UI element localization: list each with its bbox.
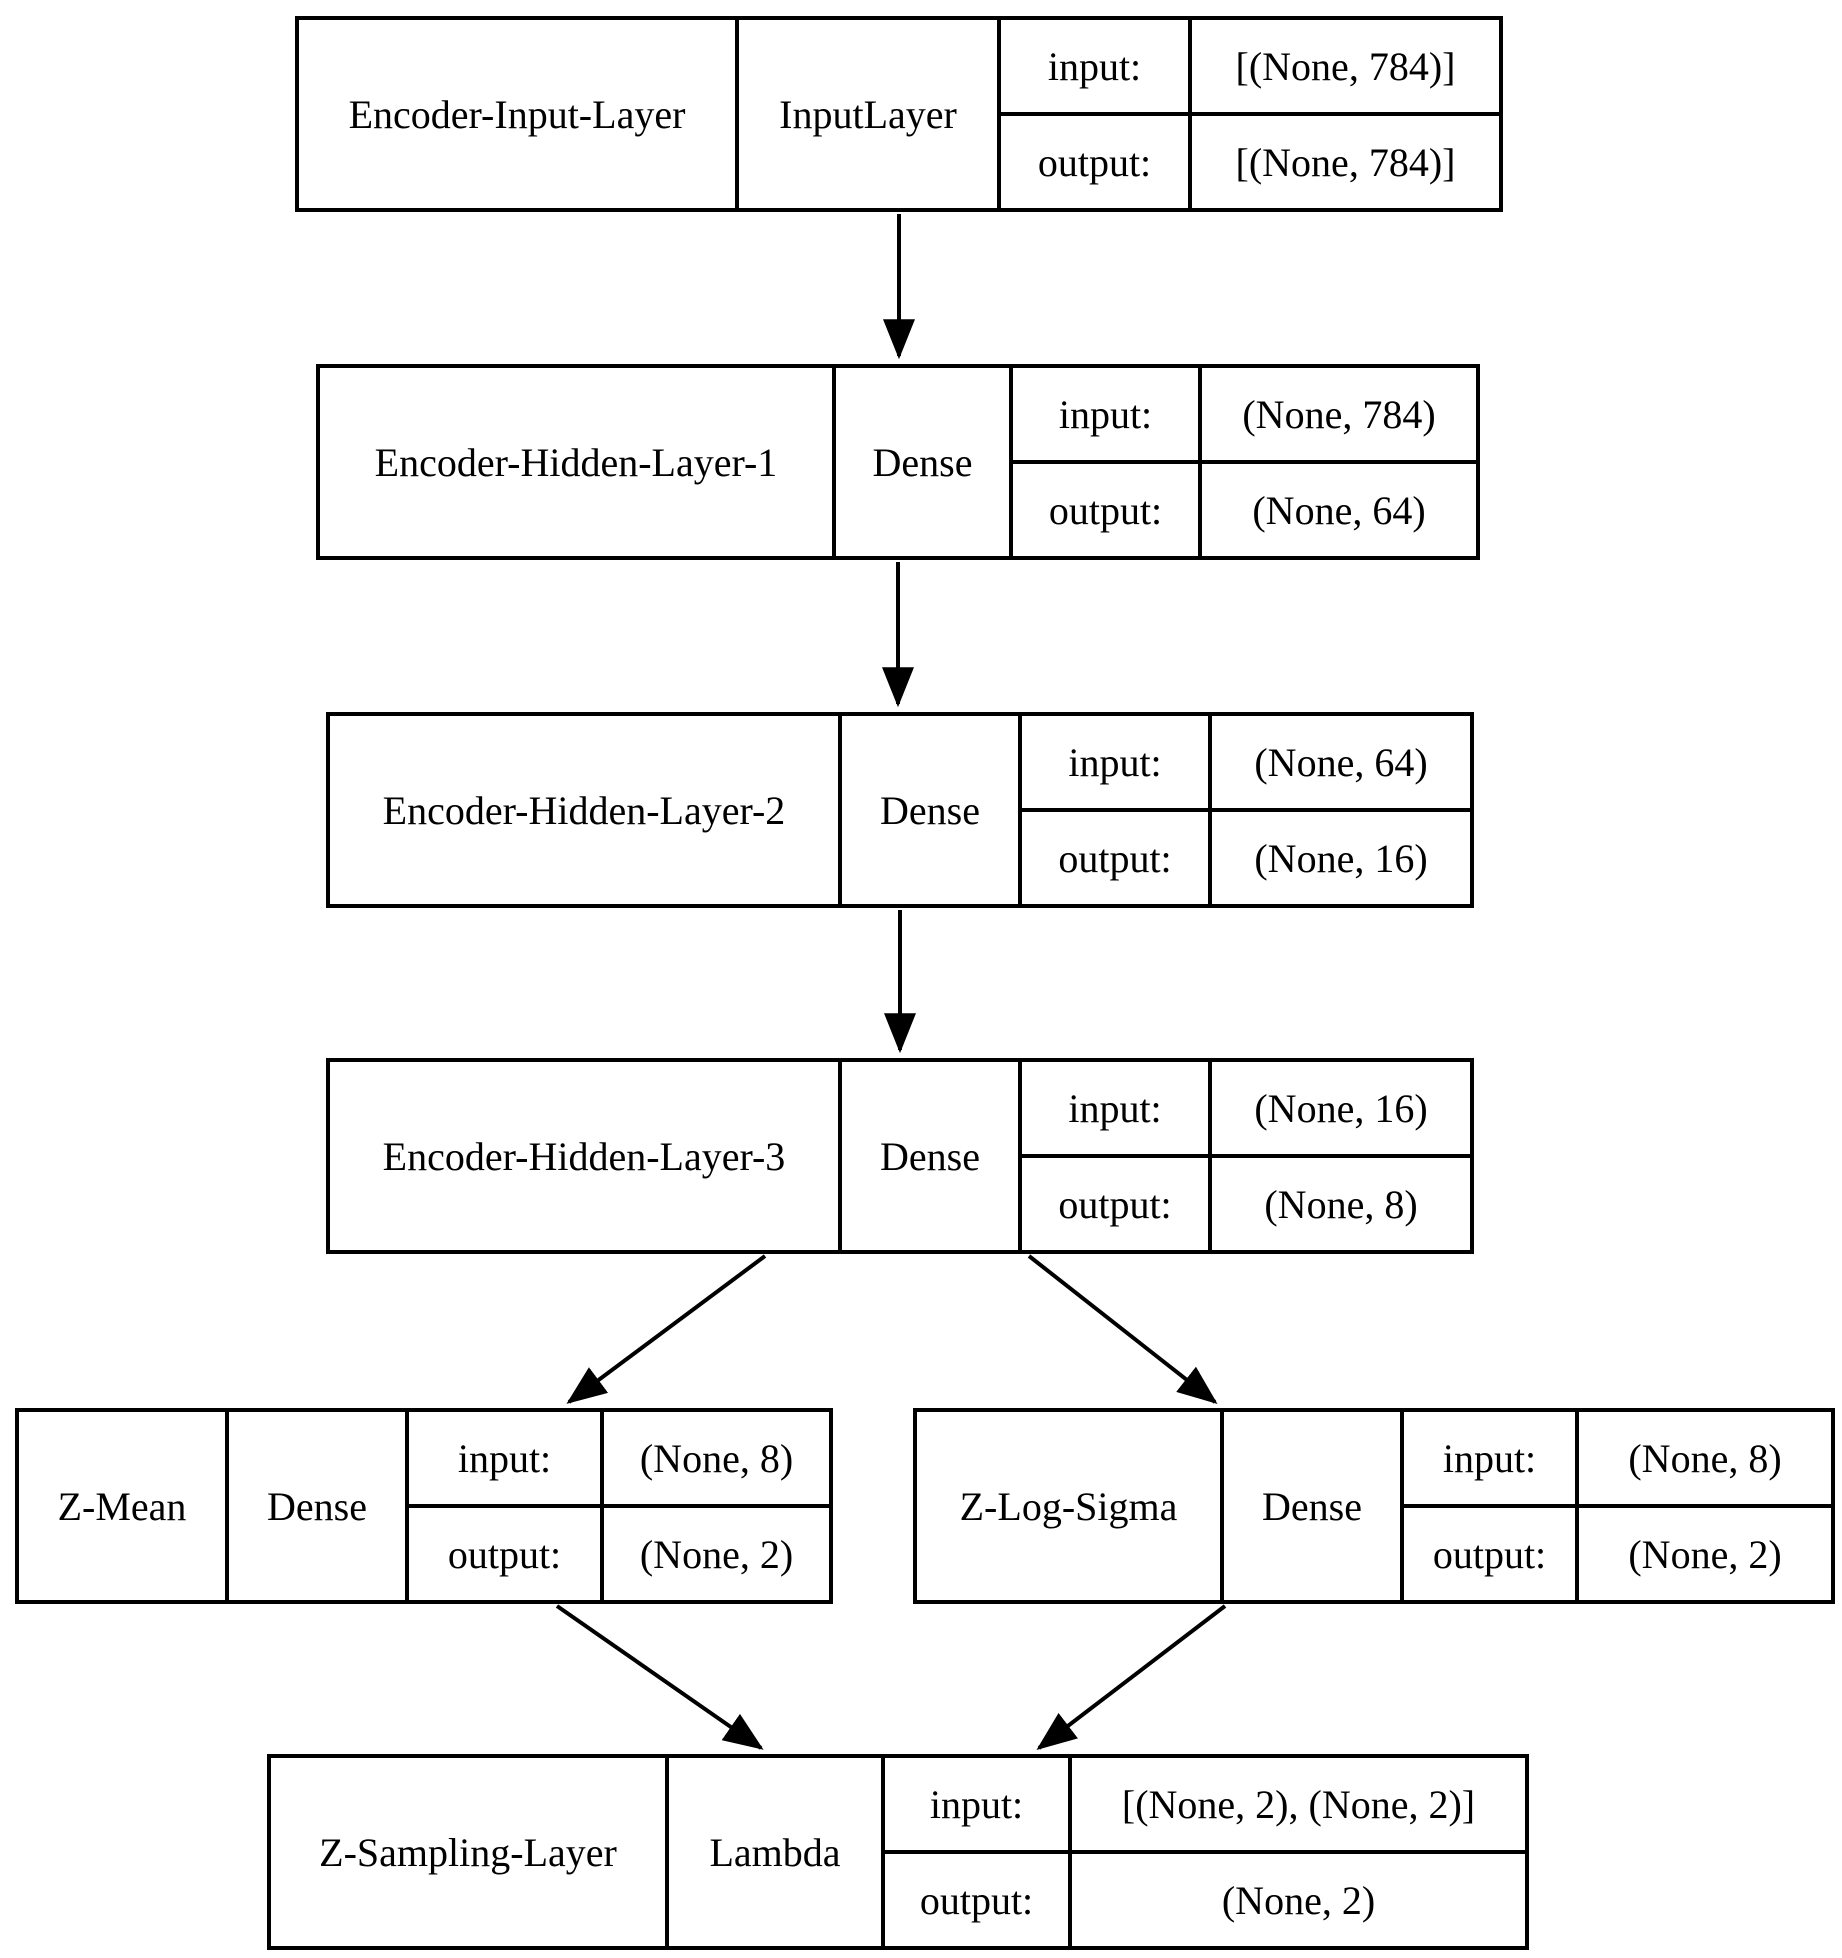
layer-node-encoder-hidden-layer-1 — [316, 364, 1480, 560]
layer-io-table — [1013, 368, 1476, 556]
edge-zmean-to-sampling-arrow — [557, 1606, 761, 1748]
output-shape: [(None, 784)] — [1235, 139, 1456, 185]
layer-name: Z-Mean — [19, 1412, 229, 1600]
layer-class: Dense — [842, 716, 1022, 904]
output-shape: (None, 8) — [1264, 1181, 1418, 1227]
input-shape: [(None, 784)] — [1235, 43, 1456, 89]
layer-io-table — [409, 1412, 829, 1600]
layer-class: InputLayer — [739, 20, 1001, 208]
layer-class: Dense — [1224, 1412, 1404, 1600]
output-label: output: — [1022, 1158, 1212, 1250]
edge-hidden3-to-zlogsigma-arrow — [1029, 1256, 1215, 1402]
input-label: input: — [1022, 1062, 1212, 1154]
layer-name: Encoder-Hidden-Layer-2 — [330, 716, 842, 904]
layer-node-encoder-input-layer — [295, 16, 1503, 212]
layer-io-table — [885, 1758, 1525, 1946]
edge-hidden3-to-zmean-arrow — [569, 1256, 765, 1402]
input-shape: [(None, 2), (None, 2)] — [1121, 1781, 1476, 1827]
output-label: output: — [1404, 1508, 1579, 1600]
input-label: input: — [1001, 20, 1192, 112]
layer-class: Dense — [229, 1412, 409, 1600]
layer-name: Encoder-Hidden-Layer-1 — [320, 368, 836, 556]
layer-node-z-mean — [15, 1408, 833, 1604]
input-label: input: — [1404, 1412, 1579, 1504]
layer-class: Lambda — [669, 1758, 885, 1946]
layer-node-encoder-hidden-layer-2 — [326, 712, 1474, 908]
input-label: input: — [409, 1412, 604, 1504]
output-label: output: — [1022, 812, 1212, 904]
input-shape: (None, 64) — [1254, 739, 1428, 785]
output-shape: (None, 2) — [1628, 1531, 1782, 1577]
layer-name: Encoder-Hidden-Layer-3 — [330, 1062, 842, 1250]
layer-io-table — [1001, 20, 1499, 208]
input-shape: (None, 16) — [1254, 1085, 1428, 1131]
layer-io-table — [1022, 716, 1470, 904]
output-label: output: — [885, 1854, 1072, 1946]
layer-node-encoder-hidden-layer-3 — [326, 1058, 1474, 1254]
output-label: output: — [1001, 116, 1192, 208]
layer-name: Encoder-Input-Layer — [299, 20, 739, 208]
layer-name: Z-Sampling-Layer — [271, 1758, 669, 1946]
input-label: input: — [1022, 716, 1212, 808]
layer-class: Dense — [836, 368, 1013, 556]
input-label: input: — [885, 1758, 1072, 1850]
layer-node-z-log-sigma — [913, 1408, 1835, 1604]
output-label: output: — [1013, 464, 1202, 556]
input-shape: (None, 784) — [1242, 391, 1436, 437]
input-label: input: — [1013, 368, 1202, 460]
layer-class: Dense — [842, 1062, 1022, 1250]
output-shape: (None, 64) — [1252, 487, 1426, 533]
layer-node-z-sampling-layer — [267, 1754, 1529, 1950]
output-shape: (None, 16) — [1254, 835, 1428, 881]
layer-io-table — [1022, 1062, 1470, 1250]
output-shape: (None, 2) — [639, 1531, 794, 1577]
output-shape: (None, 2) — [1221, 1877, 1376, 1923]
input-shape: (None, 8) — [639, 1435, 794, 1481]
layer-name: Z-Log-Sigma — [917, 1412, 1224, 1600]
edge-zlogsigma-to-sampling-arrow — [1039, 1606, 1225, 1748]
layer-io-table — [1404, 1412, 1831, 1600]
input-shape: (None, 8) — [1628, 1435, 1782, 1481]
output-label: output: — [409, 1508, 604, 1600]
